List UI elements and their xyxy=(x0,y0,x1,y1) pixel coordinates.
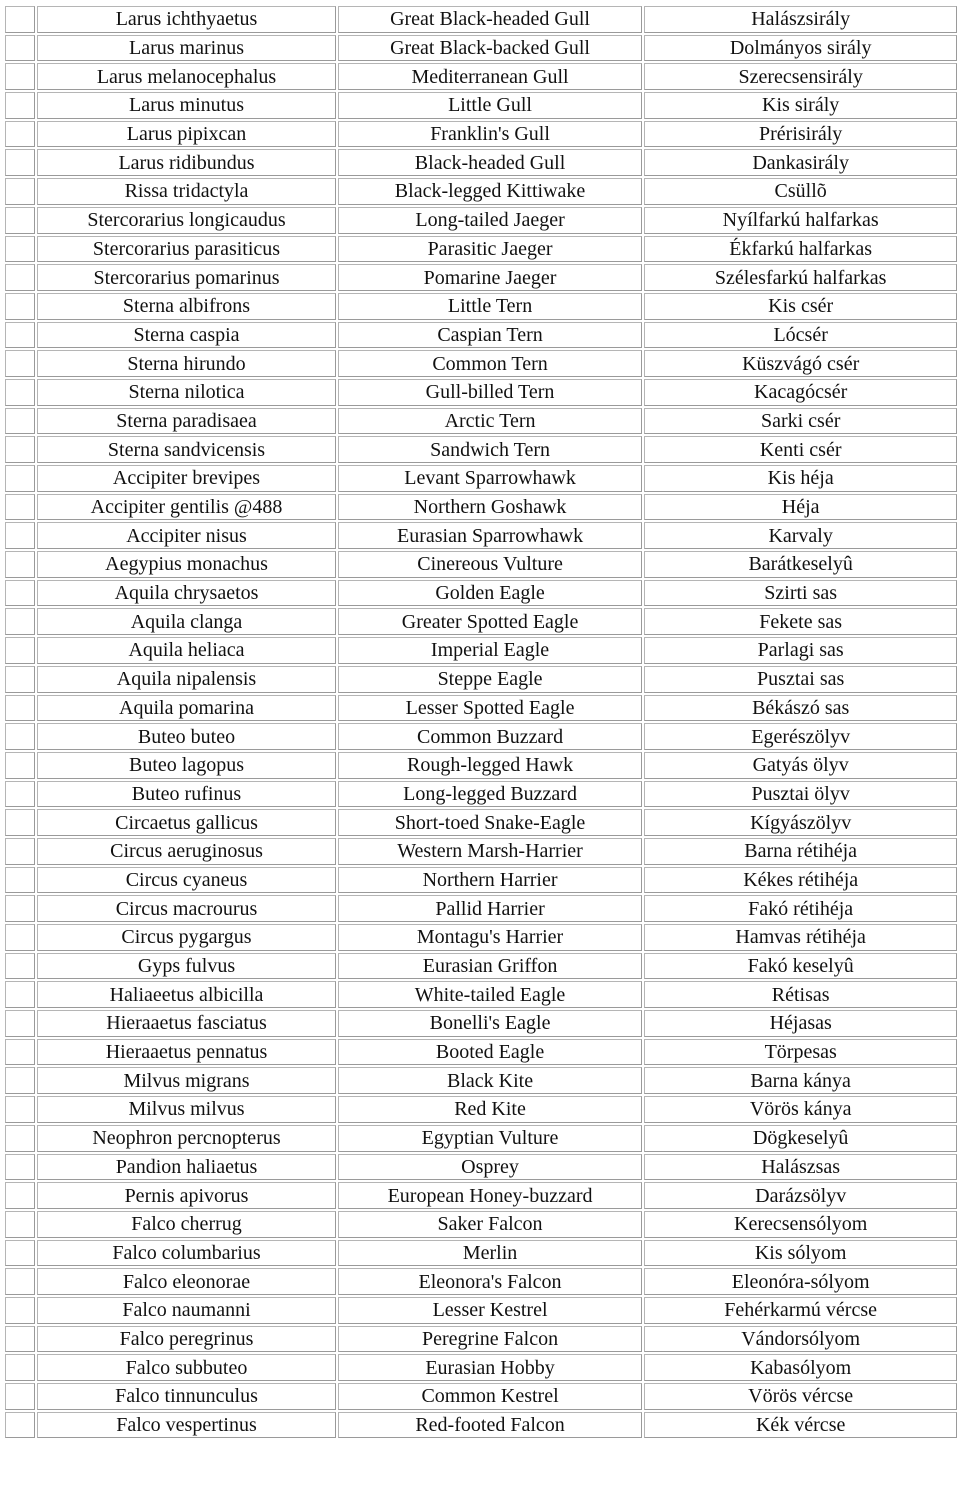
english-name-cell: Levant Sparrowhawk xyxy=(338,465,643,492)
row-marker-cell xyxy=(5,781,35,808)
table-row xyxy=(5,465,957,492)
scientific-name-cell: Falco tinnunculus xyxy=(37,1383,336,1410)
table-row xyxy=(5,1240,957,1267)
hungarian-name-cell: Parlagi sas xyxy=(644,637,957,664)
row-marker-cell xyxy=(5,149,35,176)
hungarian-name-cell: Pusztai sas xyxy=(644,666,957,693)
table-row xyxy=(5,838,957,865)
scientific-name-cell: Falco vespertinus xyxy=(37,1412,336,1439)
hungarian-name-cell: Kis sólyom xyxy=(644,1240,957,1267)
hungarian-name-cell: Küszvágó csér xyxy=(644,350,957,377)
scientific-name-cell: Sterna nilotica xyxy=(37,379,336,406)
english-name-cell: Parasitic Jaeger xyxy=(338,236,643,263)
table-row xyxy=(5,809,957,836)
row-marker-cell xyxy=(5,838,35,865)
row-marker-cell xyxy=(5,178,35,205)
english-name-cell: Montagu's Harrier xyxy=(338,924,643,951)
hungarian-name-cell: Fakó keselyû xyxy=(644,953,957,980)
row-marker-cell xyxy=(5,35,35,62)
row-marker-cell xyxy=(5,379,35,406)
scientific-name-cell: Circus aeruginosus xyxy=(37,838,336,865)
hungarian-name-cell: Szerecsensirály xyxy=(644,63,957,90)
english-name-cell: Red Kite xyxy=(338,1096,643,1123)
scientific-name-cell: Neophron percnopterus xyxy=(37,1125,336,1152)
row-marker-cell xyxy=(5,752,35,779)
scientific-name-cell: Aquila pomarina xyxy=(37,695,336,722)
scientific-name-cell: Falco peregrinus xyxy=(37,1326,336,1353)
english-name-cell: Steppe Eagle xyxy=(338,666,643,693)
english-name-cell: Long-legged Buzzard xyxy=(338,781,643,808)
row-marker-cell xyxy=(5,867,35,894)
row-marker-cell xyxy=(5,1297,35,1324)
english-name-cell: Osprey xyxy=(338,1154,643,1181)
scientific-name-cell: Sterna hirundo xyxy=(37,350,336,377)
hungarian-name-cell: Halászsas xyxy=(644,1154,957,1181)
english-name-cell: Arctic Tern xyxy=(338,408,643,435)
row-marker-cell xyxy=(5,809,35,836)
scientific-name-cell: Circus cyaneus xyxy=(37,867,336,894)
english-name-cell: Short-toed Snake-Eagle xyxy=(338,809,643,836)
english-name-cell: Black-legged Kittiwake xyxy=(338,178,643,205)
hungarian-name-cell: Karvaly xyxy=(644,522,957,549)
row-marker-cell xyxy=(5,436,35,463)
table-row xyxy=(5,580,957,607)
scientific-name-cell: Circaetus gallicus xyxy=(37,809,336,836)
table-row xyxy=(5,35,957,62)
table-row xyxy=(5,551,957,578)
scientific-name-cell: Stercorarius parasiticus xyxy=(37,236,336,263)
bird-species-table xyxy=(3,4,959,1440)
table-row xyxy=(5,608,957,635)
scientific-name-cell: Aegypius monachus xyxy=(37,551,336,578)
english-name-cell: Little Tern xyxy=(338,293,643,320)
row-marker-cell xyxy=(5,293,35,320)
scientific-name-cell: Falco cherrug xyxy=(37,1211,336,1238)
scientific-name-cell: Haliaeetus albicilla xyxy=(37,981,336,1008)
english-name-cell: Peregrine Falcon xyxy=(338,1326,643,1353)
english-name-cell: Eurasian Sparrowhawk xyxy=(338,522,643,549)
row-marker-cell xyxy=(5,608,35,635)
table-row xyxy=(5,236,957,263)
table-body xyxy=(5,6,957,1438)
scientific-name-cell: Larus marinus xyxy=(37,35,336,62)
scientific-name-cell: Stercorarius pomarinus xyxy=(37,264,336,291)
english-name-cell: Egyptian Vulture xyxy=(338,1125,643,1152)
hungarian-name-cell: Kékes rétihéja xyxy=(644,867,957,894)
hungarian-name-cell: Kabasólyom xyxy=(644,1354,957,1381)
row-marker-cell xyxy=(5,408,35,435)
english-name-cell: Imperial Eagle xyxy=(338,637,643,664)
english-name-cell: Merlin xyxy=(338,1240,643,1267)
english-name-cell: White-tailed Eagle xyxy=(338,981,643,1008)
scientific-name-cell: Larus ridibundus xyxy=(37,149,336,176)
row-marker-cell xyxy=(5,981,35,1008)
hungarian-name-cell: Barátkeselyû xyxy=(644,551,957,578)
scientific-name-cell: Rissa tridactyla xyxy=(37,178,336,205)
english-name-cell: Caspian Tern xyxy=(338,322,643,349)
hungarian-name-cell: Fekete sas xyxy=(644,608,957,635)
table-row xyxy=(5,121,957,148)
scientific-name-cell: Falco subbuteo xyxy=(37,1354,336,1381)
scientific-name-cell: Larus melanocephalus xyxy=(37,63,336,90)
table-row xyxy=(5,522,957,549)
row-marker-cell xyxy=(5,522,35,549)
hungarian-name-cell: Kis sirály xyxy=(644,92,957,119)
scientific-name-cell: Falco naumanni xyxy=(37,1297,336,1324)
row-marker-cell xyxy=(5,666,35,693)
row-marker-cell xyxy=(5,1182,35,1209)
table-row xyxy=(5,895,957,922)
table-row xyxy=(5,436,957,463)
english-name-cell: Northern Harrier xyxy=(338,867,643,894)
row-marker-cell xyxy=(5,1383,35,1410)
table-row xyxy=(5,924,957,951)
scientific-name-cell: Milvus milvus xyxy=(37,1096,336,1123)
hungarian-name-cell: Vörös vércse xyxy=(644,1383,957,1410)
english-name-cell: Long-tailed Jaeger xyxy=(338,207,643,234)
english-name-cell: Little Gull xyxy=(338,92,643,119)
row-marker-cell xyxy=(5,1268,35,1295)
english-name-cell: Mediterranean Gull xyxy=(338,63,643,90)
table-row xyxy=(5,322,957,349)
scientific-name-cell: Larus pipixcan xyxy=(37,121,336,148)
hungarian-name-cell: Kenti csér xyxy=(644,436,957,463)
hungarian-name-cell: Kék vércse xyxy=(644,1412,957,1439)
row-marker-cell xyxy=(5,1010,35,1037)
hungarian-name-cell: Héja xyxy=(644,494,957,521)
hungarian-name-cell: Törpesas xyxy=(644,1039,957,1066)
row-marker-cell xyxy=(5,6,35,33)
english-name-cell: Western Marsh-Harrier xyxy=(338,838,643,865)
table-row xyxy=(5,1297,957,1324)
table-row xyxy=(5,149,957,176)
row-marker-cell xyxy=(5,895,35,922)
english-name-cell: Booted Eagle xyxy=(338,1039,643,1066)
scientific-name-cell: Accipiter nisus xyxy=(37,522,336,549)
english-name-cell: Great Black-headed Gull xyxy=(338,6,643,33)
scientific-name-cell: Circus pygargus xyxy=(37,924,336,951)
hungarian-name-cell: Prérisirály xyxy=(644,121,957,148)
hungarian-name-cell: Darázsölyv xyxy=(644,1182,957,1209)
row-marker-cell xyxy=(5,551,35,578)
english-name-cell: Common Kestrel xyxy=(338,1383,643,1410)
scientific-name-cell: Larus ichthyaetus xyxy=(37,6,336,33)
english-name-cell: Lesser Kestrel xyxy=(338,1297,643,1324)
row-marker-cell xyxy=(5,494,35,521)
hungarian-name-cell: Kacagócsér xyxy=(644,379,957,406)
hungarian-name-cell: Sarki csér xyxy=(644,408,957,435)
scientific-name-cell: Accipiter gentilis @488 xyxy=(37,494,336,521)
table-row xyxy=(5,1010,957,1037)
hungarian-name-cell: Fakó rétihéja xyxy=(644,895,957,922)
table-row xyxy=(5,494,957,521)
hungarian-name-cell: Barna rétihéja xyxy=(644,838,957,865)
row-marker-cell xyxy=(5,1240,35,1267)
row-marker-cell xyxy=(5,637,35,664)
table-row xyxy=(5,1354,957,1381)
english-name-cell: Pomarine Jaeger xyxy=(338,264,643,291)
table-row xyxy=(5,6,957,33)
row-marker-cell xyxy=(5,723,35,750)
table-row xyxy=(5,637,957,664)
english-name-cell: Lesser Spotted Eagle xyxy=(338,695,643,722)
table-row xyxy=(5,207,957,234)
row-marker-cell xyxy=(5,264,35,291)
row-marker-cell xyxy=(5,236,35,263)
row-marker-cell xyxy=(5,207,35,234)
row-marker-cell xyxy=(5,121,35,148)
scientific-name-cell: Larus minutus xyxy=(37,92,336,119)
scientific-name-cell: Sterna sandvicensis xyxy=(37,436,336,463)
english-name-cell: Eurasian Griffon xyxy=(338,953,643,980)
scientific-name-cell: Buteo buteo xyxy=(37,723,336,750)
scientific-name-cell: Aquila heliaca xyxy=(37,637,336,664)
english-name-cell: Saker Falcon xyxy=(338,1211,643,1238)
scientific-name-cell: Falco columbarius xyxy=(37,1240,336,1267)
hungarian-name-cell: Dolmányos sirály xyxy=(644,35,957,62)
scientific-name-cell: Accipiter brevipes xyxy=(37,465,336,492)
english-name-cell: Black-headed Gull xyxy=(338,149,643,176)
table-row xyxy=(5,350,957,377)
table-row xyxy=(5,981,957,1008)
table-row xyxy=(5,92,957,119)
table-row xyxy=(5,752,957,779)
row-marker-cell xyxy=(5,1125,35,1152)
table-row xyxy=(5,379,957,406)
row-marker-cell xyxy=(5,350,35,377)
hungarian-name-cell: Lócsér xyxy=(644,322,957,349)
table-row xyxy=(5,1039,957,1066)
scientific-name-cell: Sterna caspia xyxy=(37,322,336,349)
english-name-cell: Bonelli's Eagle xyxy=(338,1010,643,1037)
hungarian-name-cell: Rétisas xyxy=(644,981,957,1008)
row-marker-cell xyxy=(5,92,35,119)
scientific-name-cell: Aquila chrysaetos xyxy=(37,580,336,607)
scientific-name-cell: Milvus migrans xyxy=(37,1067,336,1094)
hungarian-name-cell: Dankasirály xyxy=(644,149,957,176)
english-name-cell: Cinereous Vulture xyxy=(338,551,643,578)
hungarian-name-cell: Vándorsólyom xyxy=(644,1326,957,1353)
row-marker-cell xyxy=(5,695,35,722)
table-row xyxy=(5,695,957,722)
scientific-name-cell: Buteo rufinus xyxy=(37,781,336,808)
hungarian-name-cell: Héjasas xyxy=(644,1010,957,1037)
hungarian-name-cell: Szélesfarkú halfarkas xyxy=(644,264,957,291)
table-row xyxy=(5,781,957,808)
hungarian-name-cell: Nyílfarkú halfarkas xyxy=(644,207,957,234)
row-marker-cell xyxy=(5,1039,35,1066)
scientific-name-cell: Hieraaetus pennatus xyxy=(37,1039,336,1066)
table-row xyxy=(5,1412,957,1439)
hungarian-name-cell: Egerészölyv xyxy=(644,723,957,750)
row-marker-cell xyxy=(5,63,35,90)
row-marker-cell xyxy=(5,924,35,951)
table-row xyxy=(5,953,957,980)
scientific-name-cell: Pandion haliaetus xyxy=(37,1154,336,1181)
table-row xyxy=(5,63,957,90)
table-row xyxy=(5,1154,957,1181)
english-name-cell: Gull-billed Tern xyxy=(338,379,643,406)
table-row xyxy=(5,723,957,750)
english-name-cell: Great Black-backed Gull xyxy=(338,35,643,62)
hungarian-name-cell: Eleonóra-sólyom xyxy=(644,1268,957,1295)
hungarian-name-cell: Fehérkarmú vércse xyxy=(644,1297,957,1324)
hungarian-name-cell: Barna kánya xyxy=(644,1067,957,1094)
table-row xyxy=(5,1383,957,1410)
table-row xyxy=(5,178,957,205)
english-name-cell: Red-footed Falcon xyxy=(338,1412,643,1439)
row-marker-cell xyxy=(5,1067,35,1094)
scientific-name-cell: Pernis apivorus xyxy=(37,1182,336,1209)
table-row xyxy=(5,264,957,291)
english-name-cell: Eurasian Hobby xyxy=(338,1354,643,1381)
table-row xyxy=(5,1268,957,1295)
scientific-name-cell: Aquila clanga xyxy=(37,608,336,635)
scientific-name-cell: Aquila nipalensis xyxy=(37,666,336,693)
table-row xyxy=(5,1326,957,1353)
hungarian-name-cell: Kígyászölyv xyxy=(644,809,957,836)
hungarian-name-cell: Kerecsensólyom xyxy=(644,1211,957,1238)
english-name-cell: Sandwich Tern xyxy=(338,436,643,463)
hungarian-name-cell: Pusztai ölyv xyxy=(644,781,957,808)
hungarian-name-cell: Szirti sas xyxy=(644,580,957,607)
table-row xyxy=(5,666,957,693)
row-marker-cell xyxy=(5,1354,35,1381)
english-name-cell: European Honey-buzzard xyxy=(338,1182,643,1209)
english-name-cell: Rough-legged Hawk xyxy=(338,752,643,779)
english-name-cell: Black Kite xyxy=(338,1067,643,1094)
table-row xyxy=(5,293,957,320)
scientific-name-cell: Sterna paradisaea xyxy=(37,408,336,435)
english-name-cell: Golden Eagle xyxy=(338,580,643,607)
hungarian-name-cell: Vörös kánya xyxy=(644,1096,957,1123)
row-marker-cell xyxy=(5,1154,35,1181)
hungarian-name-cell: Kis csér xyxy=(644,293,957,320)
english-name-cell: Greater Spotted Eagle xyxy=(338,608,643,635)
scientific-name-cell: Circus macrourus xyxy=(37,895,336,922)
hungarian-name-cell: Ékfarkú halfarkas xyxy=(644,236,957,263)
row-marker-cell xyxy=(5,1326,35,1353)
scientific-name-cell: Gyps fulvus xyxy=(37,953,336,980)
hungarian-name-cell: Hamvas rétihéja xyxy=(644,924,957,951)
row-marker-cell xyxy=(5,1211,35,1238)
hungarian-name-cell: Dögkeselyû xyxy=(644,1125,957,1152)
table-row xyxy=(5,1096,957,1123)
scientific-name-cell: Stercorarius longicaudus xyxy=(37,207,336,234)
row-marker-cell xyxy=(5,1096,35,1123)
english-name-cell: Common Buzzard xyxy=(338,723,643,750)
table-row xyxy=(5,867,957,894)
row-marker-cell xyxy=(5,1412,35,1439)
scientific-name-cell: Sterna albifrons xyxy=(37,293,336,320)
table-row xyxy=(5,1211,957,1238)
row-marker-cell xyxy=(5,465,35,492)
table-row xyxy=(5,1067,957,1094)
hungarian-name-cell: Gatyás ölyv xyxy=(644,752,957,779)
scientific-name-cell: Buteo lagopus xyxy=(37,752,336,779)
hungarian-name-cell: Békászó sas xyxy=(644,695,957,722)
row-marker-cell xyxy=(5,322,35,349)
table-row xyxy=(5,1182,957,1209)
row-marker-cell xyxy=(5,580,35,607)
english-name-cell: Pallid Harrier xyxy=(338,895,643,922)
hungarian-name-cell: Kis héja xyxy=(644,465,957,492)
hungarian-name-cell: Csüllõ xyxy=(644,178,957,205)
table-row xyxy=(5,408,957,435)
scientific-name-cell: Hieraaetus fasciatus xyxy=(37,1010,336,1037)
row-marker-cell xyxy=(5,953,35,980)
english-name-cell: Northern Goshawk xyxy=(338,494,643,521)
english-name-cell: Franklin's Gull xyxy=(338,121,643,148)
hungarian-name-cell: Halászsirály xyxy=(644,6,957,33)
scientific-name-cell: Falco eleonorae xyxy=(37,1268,336,1295)
english-name-cell: Eleonora's Falcon xyxy=(338,1268,643,1295)
english-name-cell: Common Tern xyxy=(338,350,643,377)
table-row xyxy=(5,1125,957,1152)
